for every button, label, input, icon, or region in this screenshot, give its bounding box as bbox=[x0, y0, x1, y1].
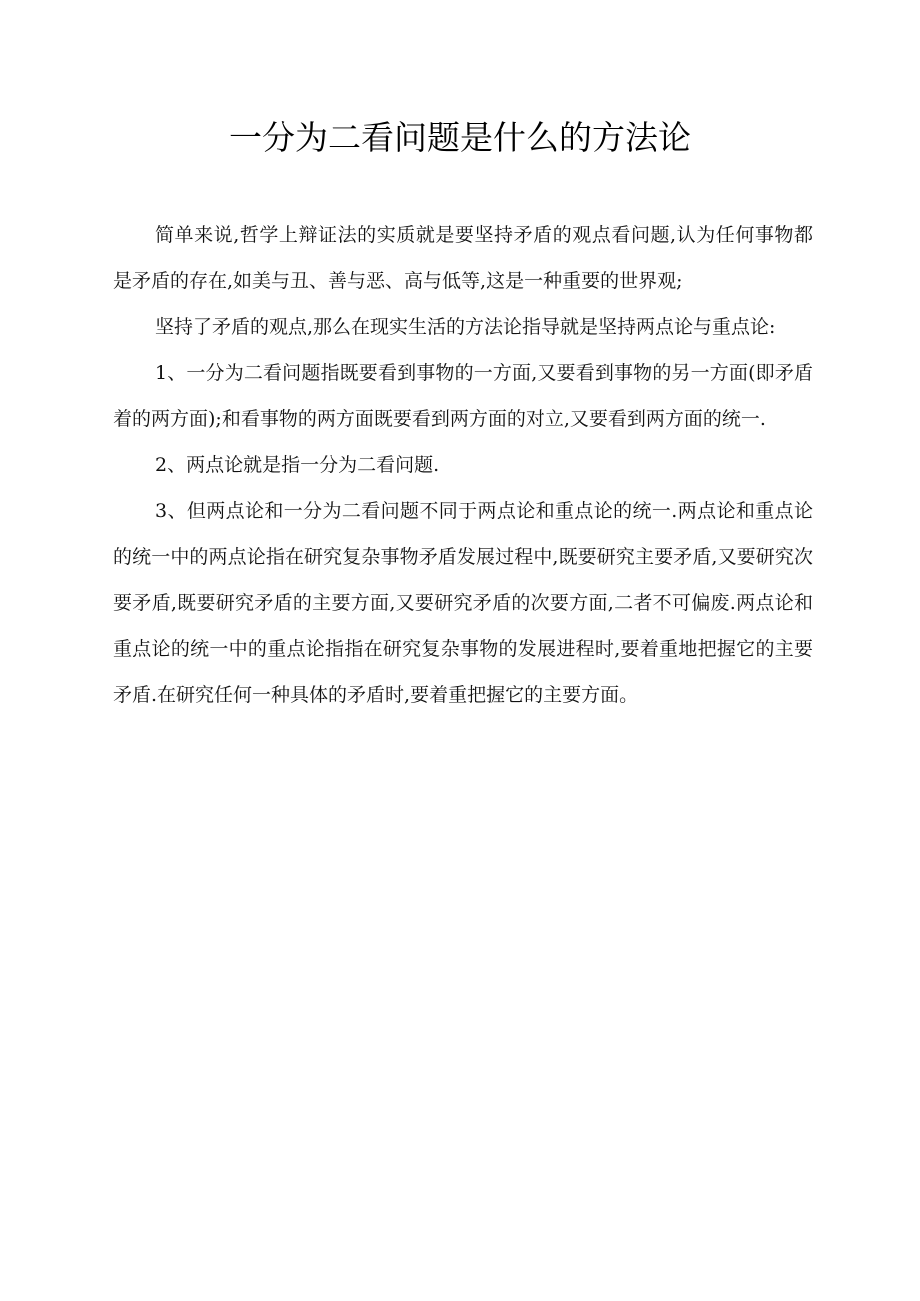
paragraph-point-3: 3、但两点论和一分为二看问题不同于两点论和重点论的统一.两点论和重点论的统一中的两点论指在研究复杂事物矛盾发展过程中,既要研究主要矛盾,又要研究次要矛盾,既要研究矛盾的主要方面,又要研究矛盾的次要方面,二者不可偏废.两点论和重点论的统一中的重点论指指在研究复杂事物的发展进程时,要着重地把握它的主要矛盾.在研究任何一种具体的矛盾时,要着重把握它的主要方面。 bbox=[113, 500, 813, 706]
document-body bbox=[113, 212, 813, 718]
document-title: 一分为二看问题是什么的方法论 bbox=[229, 118, 691, 157]
paragraph-methodology: 坚持了矛盾的观点,那么在现实生活的方法论指导就是坚持两点论与重点论: bbox=[155, 316, 776, 338]
paragraph-point-1: 1、一分为二看问题指既要看到事物的一方面,又要看到事物的另一方面(即矛盾着的两方面);和看事物的两方面既要看到两方面的对立,又要看到两方面的统一. bbox=[113, 362, 813, 430]
paragraph-point-2: 2、两点论就是指一分为二看问题. bbox=[155, 454, 440, 476]
paragraph-intro: 简单来说,哲学上辩证法的实质就是要坚持矛盾的观点看问题,认为任何事物都是矛盾的存在,如美与丑、善与恶、高与低等,这是一种重要的世界观; bbox=[113, 224, 813, 292]
